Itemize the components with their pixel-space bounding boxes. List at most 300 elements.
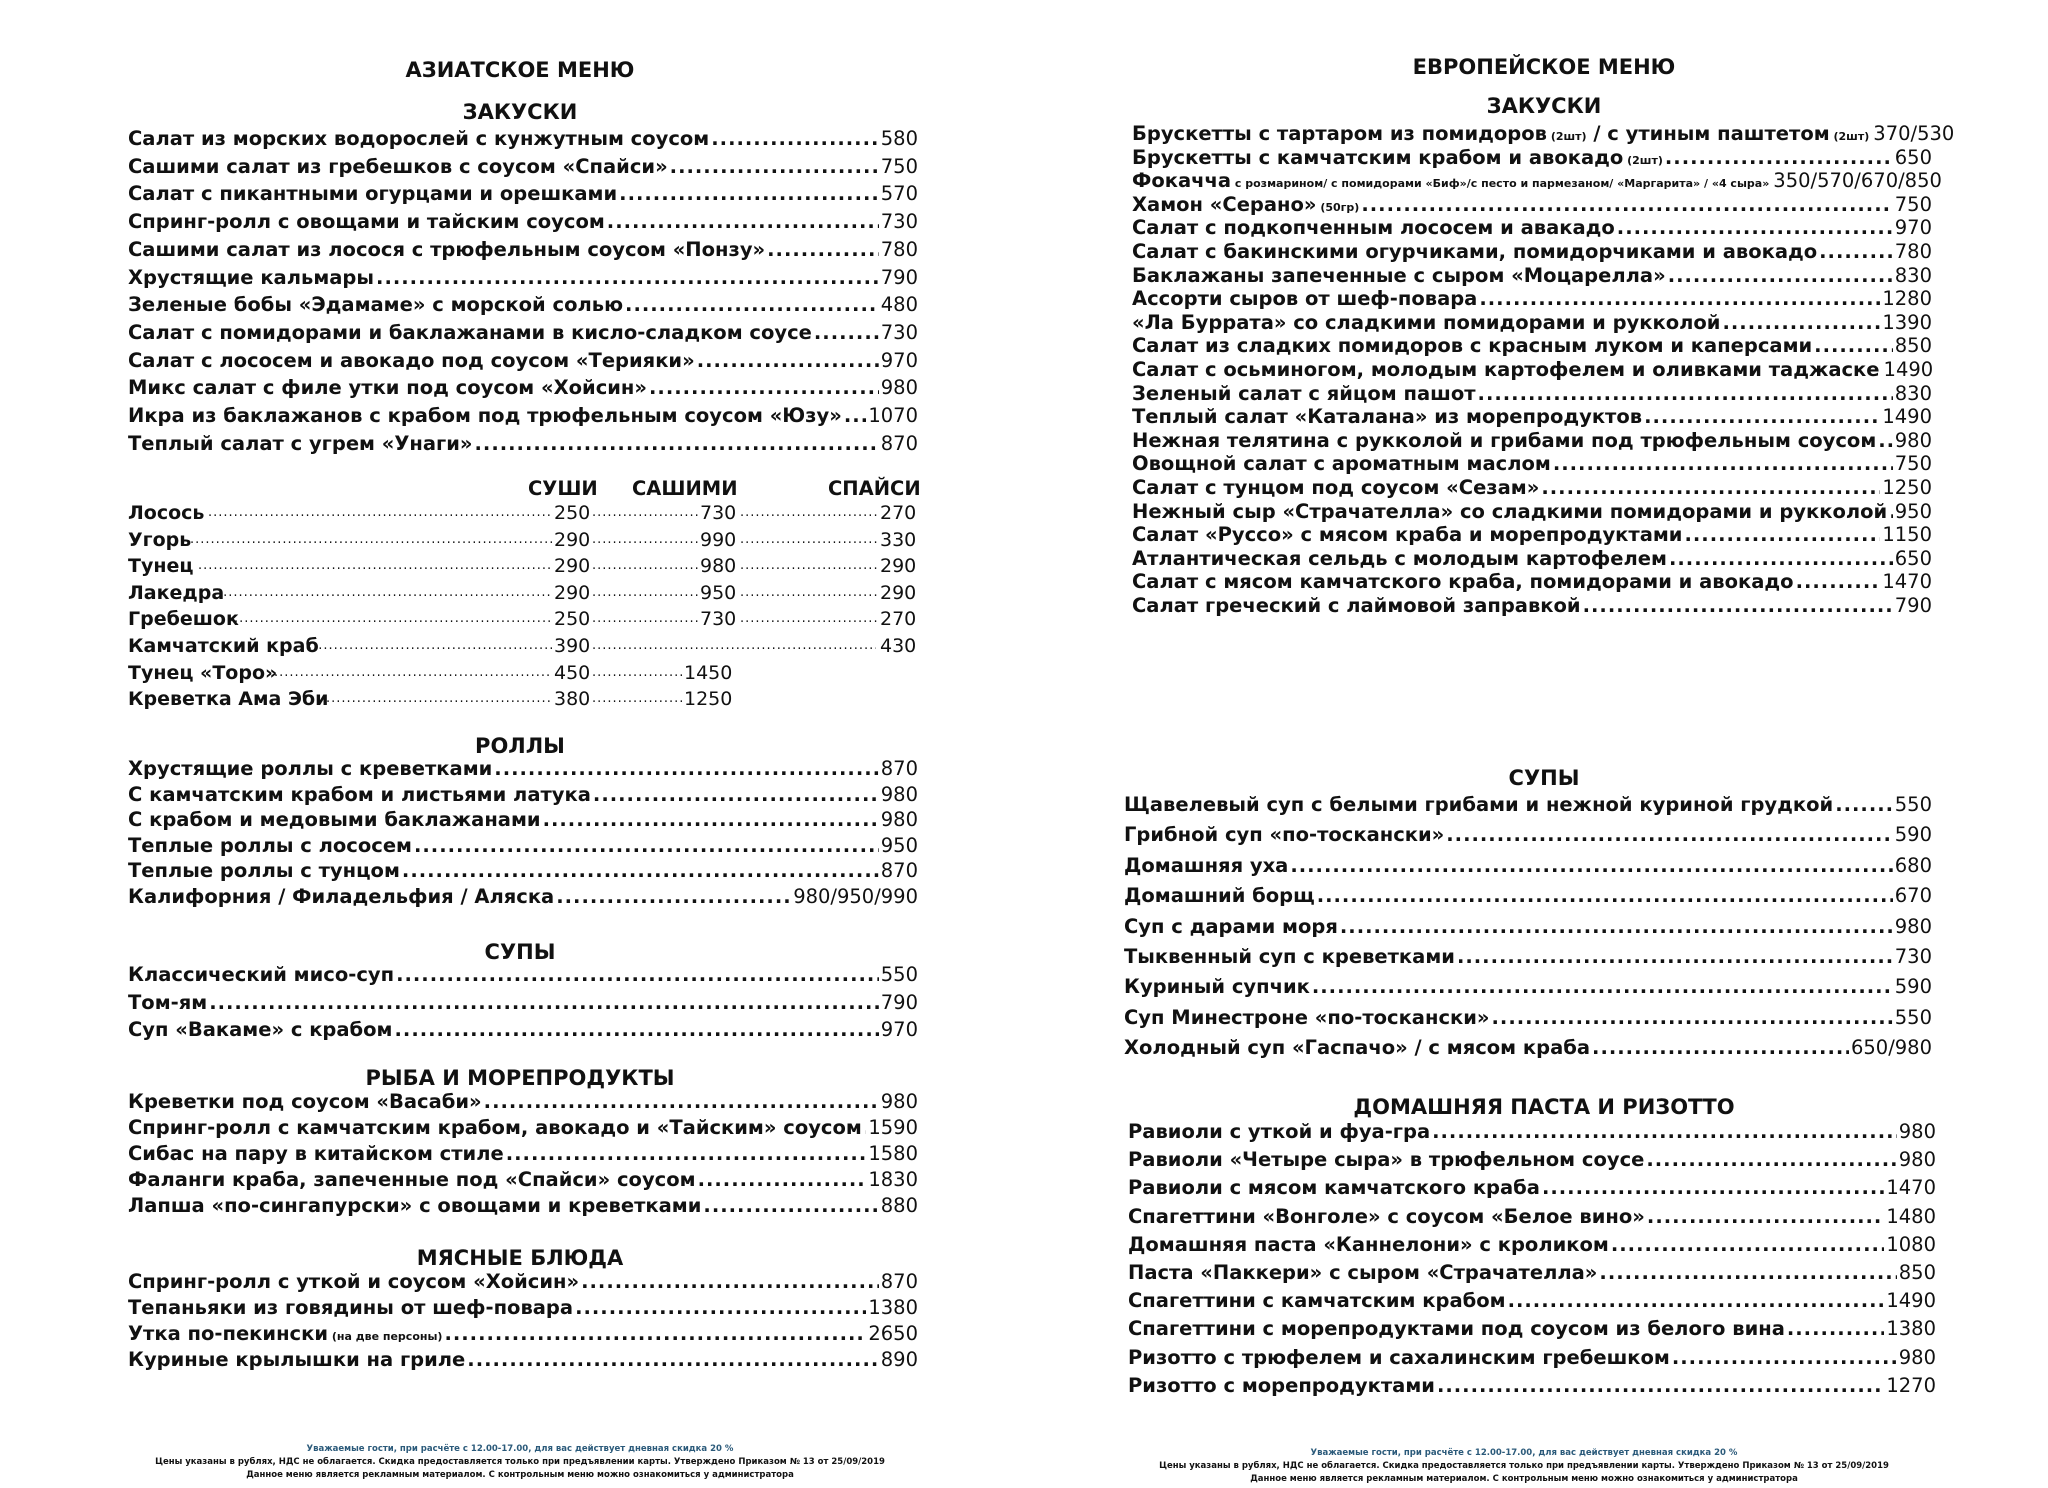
dot-leader bbox=[864, 1115, 867, 1141]
sashimi-header: САШИМИ bbox=[632, 477, 738, 500]
menu-item-name: Том-ям bbox=[128, 990, 208, 1014]
menu-item-note: с розмарином/ с помидорами «Биф»/с песто и пармезаном/ «Маргарита» / «4 сыра» bbox=[1231, 177, 1770, 191]
menu-item-price: 970 bbox=[880, 1018, 918, 1041]
menu-item-price: 980 bbox=[880, 782, 918, 806]
menu-item bbox=[128, 1269, 918, 1295]
dot-leader bbox=[1647, 1204, 1884, 1230]
menu-item-name: Салат «Руссо» с мясом краба и морепродуктами bbox=[1132, 523, 1683, 547]
menu-item-price: 730 bbox=[880, 210, 918, 234]
menu-item bbox=[128, 1167, 918, 1193]
dot-leader bbox=[1541, 475, 1880, 501]
dot-leader bbox=[506, 1141, 867, 1167]
dot-leader bbox=[1646, 1147, 1896, 1173]
dot-leader bbox=[1814, 333, 1893, 359]
menu-item-name: Фокачча с розмарином/ с помидорами «Биф»/с песто и пармезаном/ «Маргарита» / «4 сыра» bbox=[1132, 169, 1770, 193]
menu-item bbox=[1132, 428, 1932, 454]
dot-leader bbox=[1592, 1035, 1849, 1061]
menu-item bbox=[1132, 239, 1932, 265]
menu-item-note: (2шт) bbox=[1546, 130, 1587, 143]
dot-leader bbox=[1478, 381, 1893, 407]
sushi-sushi-price: 290 bbox=[554, 581, 591, 604]
menu-item-name: Салат с подкопченным лососем и авакадо bbox=[1132, 216, 1615, 240]
dot-leader bbox=[581, 1269, 879, 1295]
dot-leader bbox=[556, 884, 791, 910]
menu-item-name: Спагеттини «Вонголе» с соусом «Белое вино» bbox=[1128, 1204, 1645, 1228]
menu-item-price: 590 bbox=[1894, 975, 1932, 999]
menu-item bbox=[1132, 475, 1932, 501]
dot-leader bbox=[649, 375, 879, 401]
menu-item-name: Брускетты с тартаром из помидоров (2шт) / с утиным паштетом (2шт) bbox=[1132, 122, 1870, 145]
menu-item-name: Суп «Вакаме» с крабом bbox=[128, 1018, 393, 1041]
menu-item-name: Зеленые бобы «Эдамаме» с морской солью bbox=[128, 293, 624, 317]
menu-item bbox=[128, 348, 918, 374]
menu-item bbox=[1132, 522, 1932, 548]
menu-item-price: 980 bbox=[1898, 1345, 1936, 1369]
menu-item-name: Баклажаны запеченные с сыром «Моцарелла» bbox=[1132, 263, 1666, 287]
menu-item-name: Салат с осьминогом, молодым картофелем и оливками таджаске bbox=[1132, 358, 1880, 381]
menu-item bbox=[1124, 853, 1932, 879]
menu-item bbox=[128, 884, 918, 910]
menu-item bbox=[128, 833, 918, 859]
menu-item-price: 350/570/670/850 bbox=[1773, 169, 1942, 193]
menu-item-price: 780 bbox=[1894, 240, 1932, 263]
menu-item bbox=[1128, 1147, 1936, 1173]
menu-item-name: Ассорти сыров от шеф-повара bbox=[1132, 287, 1478, 311]
menu-item-name: Салат с бакинскими огурчиками, помидорчиками и авокадо bbox=[1132, 240, 1818, 263]
menu-item-price: 1830 bbox=[868, 1168, 918, 1191]
menu-item bbox=[128, 962, 918, 988]
menu-item bbox=[1128, 1345, 1936, 1371]
menu-item-price: 980/950/990 bbox=[793, 885, 918, 908]
sushi-header: СУШИ bbox=[528, 477, 598, 500]
menu-item-price: 1490 bbox=[1882, 405, 1932, 429]
menu-item-name: Лапша «по-сингапурски» с овощами и креветками bbox=[128, 1194, 702, 1217]
menu-item-name: Нежный сыр «Страчателла» со сладкими помидорами и рукколой bbox=[1132, 499, 1888, 523]
menu-item bbox=[1132, 263, 1932, 289]
menu-item-name: Салат из морских водорослей с кунжутным соусом bbox=[128, 127, 710, 150]
dot-leader bbox=[1611, 1232, 1885, 1258]
menu-item bbox=[128, 126, 918, 152]
menu-item bbox=[1132, 215, 1932, 241]
menu-item bbox=[1132, 569, 1932, 595]
menu-item-price: 980 bbox=[1894, 914, 1932, 938]
dot-leader bbox=[592, 660, 682, 686]
menu-item bbox=[1128, 1175, 1936, 1201]
dot-leader bbox=[396, 962, 879, 988]
sushi-row bbox=[128, 660, 918, 686]
sushi-spicy-price: 270 bbox=[880, 502, 917, 524]
dot-leader bbox=[484, 1089, 879, 1115]
sushi-item-name: Гребешок bbox=[128, 608, 239, 631]
sushi-sashimi-price: 730 bbox=[700, 608, 737, 631]
footer-advert-line: Данное меню является рекламным материалом. С контрольным меню можно ознакомиться у администратора bbox=[1250, 1474, 1798, 1484]
dot-leader bbox=[1437, 1373, 1884, 1399]
dot-leader bbox=[1644, 404, 1880, 430]
menu-item-price: 1280 bbox=[1882, 287, 1932, 311]
dot-leader bbox=[592, 500, 698, 526]
menu-item-price: 680 bbox=[1894, 853, 1932, 877]
dot-leader bbox=[208, 500, 552, 526]
footer-prices-line: Цены указаны в рублях, НДС не облагается. Скидка предоставляется только при предъявлении карты. Утверждено Приказом № 13 от 25/09/2019 bbox=[1159, 1461, 1889, 1471]
menu-item-name: Спагеттини с камчатским крабом bbox=[1128, 1289, 1506, 1313]
footer-right bbox=[1084, 1447, 1964, 1486]
dot-leader bbox=[814, 320, 879, 346]
menu-item-name: Нежная телятина с рукколой и грибами под трюфельным соусом bbox=[1132, 428, 1877, 452]
footer-advert-line: Данное меню является рекламным материалом. С контрольным меню можно ознакомиться у администратора bbox=[246, 1470, 794, 1480]
menu-item-name: Креветки под соусом «Васаби» bbox=[128, 1090, 482, 1113]
menu-item bbox=[1128, 1373, 1936, 1399]
menu-item-note: (на две персоны) bbox=[328, 1330, 443, 1343]
menu-item-name: Салат с помидорами и баклажанами в кисло-сладком соусе bbox=[128, 320, 812, 344]
menu-item bbox=[128, 1017, 918, 1043]
menu-item-price: 550 bbox=[1894, 1005, 1932, 1029]
dot-leader bbox=[395, 1017, 879, 1043]
dot-leader bbox=[475, 431, 879, 457]
asian-fish-title: РЫБА И МОРЕПРОДУКТЫ bbox=[365, 1066, 675, 1090]
menu-item bbox=[128, 1141, 918, 1167]
menu-item-price: 750 bbox=[1894, 452, 1932, 476]
menu-item-price: 1590 bbox=[868, 1116, 918, 1139]
menu-item bbox=[128, 990, 918, 1016]
menu-item bbox=[1128, 1204, 1936, 1230]
dot-leader bbox=[607, 209, 879, 235]
menu-item-price: 880 bbox=[880, 1194, 918, 1217]
dot-leader bbox=[543, 807, 879, 833]
sushi-sushi-price: 290 bbox=[554, 528, 591, 551]
menu-item bbox=[1132, 333, 1932, 359]
footer-left bbox=[80, 1443, 960, 1482]
dot-leader bbox=[593, 782, 879, 808]
menu-item-name: Калифорния / Филадельфия / Аляска bbox=[128, 885, 555, 908]
menu-item-price: 780 bbox=[880, 237, 918, 261]
sushi-spicy-price: 290 bbox=[880, 581, 917, 604]
menu-item bbox=[128, 237, 918, 263]
menu-item bbox=[1132, 546, 1932, 572]
menu-item-price: 750 bbox=[880, 154, 918, 178]
menu-item-price: 870 bbox=[880, 859, 918, 883]
sushi-row bbox=[128, 553, 918, 579]
menu-item bbox=[128, 181, 918, 207]
menu-item-name: Грибной суп «по-тоскански» bbox=[1124, 823, 1445, 847]
dot-leader bbox=[740, 527, 878, 553]
menu-item-price: 980 bbox=[1894, 428, 1932, 452]
menu-item-name: Атлантическая сельдь с молодым картофелем bbox=[1132, 546, 1667, 570]
menu-item bbox=[1124, 792, 1932, 818]
sushi-item-name: Камчатский краб bbox=[128, 635, 319, 657]
menu-item-price: 870 bbox=[880, 757, 918, 780]
menu-item-name: Салат с тунцом под соусом «Сезам» bbox=[1132, 476, 1540, 499]
menu-item bbox=[128, 320, 918, 346]
menu-item-price: 850 bbox=[1894, 334, 1932, 358]
menu-item-name: Теплый салат «Каталана» из морепродуктов bbox=[1132, 405, 1643, 429]
dot-leader bbox=[376, 265, 879, 291]
menu-item-name: Домашний борщ bbox=[1124, 884, 1315, 908]
asian-rolls-title: РОЛЛЫ bbox=[475, 734, 565, 758]
menu-item-price: 850 bbox=[1898, 1261, 1936, 1284]
dot-leader bbox=[444, 1321, 866, 1347]
menu-item bbox=[1128, 1288, 1936, 1314]
dot-leader bbox=[592, 553, 698, 579]
menu-item-name: Хамон «Серано» (50гр) bbox=[1132, 192, 1360, 216]
menu-item-price: 1580 bbox=[868, 1142, 918, 1165]
menu-item-name: Салат из сладких помидоров с красным луком и каперсами bbox=[1132, 334, 1813, 358]
menu-item-price: 790 bbox=[880, 990, 918, 1014]
dot-leader bbox=[698, 1167, 867, 1193]
menu-item-price: 970 bbox=[1894, 216, 1932, 240]
menu-item bbox=[128, 431, 918, 457]
dot-leader bbox=[619, 181, 879, 207]
menu-item-name: Сашими салат из гребешков с соусом «Спайси» bbox=[128, 154, 668, 178]
menu-item-name: Ризотто с трюфелем и сахалинским гребешком bbox=[1128, 1345, 1670, 1369]
menu-item bbox=[1124, 1005, 1932, 1031]
asian-zakuski-title: ЗАКУСКИ bbox=[462, 100, 578, 124]
sushi-sashimi-price: 730 bbox=[700, 502, 737, 524]
footer-prices-line: Цены указаны в рублях, НДС не облагается. Скидка предоставляется только при предъявлении карты. Утверждено Приказом № 13 от 25/09/2019 bbox=[155, 1457, 885, 1467]
menu-item-name: Салат с лососем и авокадо под соусом «Терияки» bbox=[128, 348, 695, 372]
sushi-sushi-price: 250 bbox=[554, 502, 591, 524]
dot-leader bbox=[467, 1347, 878, 1373]
dot-leader bbox=[1508, 1288, 1885, 1314]
menu-item bbox=[1124, 1035, 1932, 1061]
dot-leader bbox=[592, 633, 876, 659]
dot-leader bbox=[844, 403, 867, 429]
european-menu-title: ЕВРОПЕЙСКОЕ МЕНЮ bbox=[1412, 55, 1676, 79]
menu-item bbox=[128, 265, 918, 291]
menu-item-price: 830 bbox=[1894, 263, 1932, 287]
menu-item-price: 550 bbox=[880, 963, 918, 986]
menu-item bbox=[1128, 1232, 1936, 1258]
sushi-item-name: Лакедра bbox=[128, 581, 225, 604]
menu-item bbox=[128, 1321, 918, 1350]
menu-item-name: «Ла Буррата» со сладкими помидорами и рукколой bbox=[1132, 310, 1721, 334]
sushi-item-name: Креветка Ама Эби bbox=[128, 688, 329, 711]
dot-leader bbox=[740, 580, 878, 606]
dot-leader bbox=[1684, 522, 1880, 548]
menu-item-price: 970 bbox=[880, 348, 918, 372]
sushi-sashimi-price: 1450 bbox=[684, 661, 733, 684]
menu-item-price: 1270 bbox=[1886, 1373, 1936, 1397]
european-soups-title: СУПЫ bbox=[1508, 766, 1580, 790]
dot-leader bbox=[1787, 1316, 1885, 1342]
dot-leader bbox=[274, 660, 552, 686]
menu-item-price: 890 bbox=[880, 1348, 918, 1371]
menu-item bbox=[1132, 310, 1932, 336]
menu-item-name: Спринг-ролл с уткой и соусом «Хойсин» bbox=[128, 1270, 580, 1293]
dot-leader bbox=[1722, 310, 1880, 336]
menu-item-name: Домашняя паста «Каннелони» с кроликом bbox=[1128, 1232, 1609, 1256]
dot-leader bbox=[670, 154, 879, 180]
menu-item-name: Холодный суп «Гаспачо» / с мясом краба bbox=[1124, 1036, 1591, 1060]
sushi-row bbox=[128, 527, 918, 553]
menu-item-price: 730 bbox=[1894, 945, 1932, 968]
menu-item-name: С крабом и медовыми баклажанами bbox=[128, 808, 541, 832]
menu-item-price: 950 bbox=[1894, 499, 1932, 523]
menu-item-price: 980 bbox=[1898, 1148, 1936, 1172]
sushi-sushi-price: 290 bbox=[554, 555, 591, 578]
menu-item-price: 790 bbox=[880, 265, 918, 289]
dot-leader bbox=[1672, 1345, 1897, 1371]
menu-item bbox=[1132, 499, 1932, 525]
dot-leader bbox=[1432, 1119, 1897, 1145]
dot-leader bbox=[234, 606, 552, 632]
sushi-sushi-price: 390 bbox=[554, 635, 591, 657]
menu-item-name: Тыквенный суп с креветками bbox=[1124, 945, 1455, 968]
menu-item-note: (2шт) bbox=[1623, 153, 1663, 167]
menu-item-name: Салат с пикантными огурцами и орешками bbox=[128, 182, 618, 206]
spicy-header: СПАЙСИ bbox=[828, 477, 921, 500]
menu-item-price: 1390 bbox=[1882, 310, 1932, 334]
dot-leader bbox=[767, 237, 879, 263]
menu-item bbox=[1128, 1119, 1936, 1145]
menu-item bbox=[1124, 974, 1932, 1000]
menu-item bbox=[1132, 451, 1932, 477]
dot-leader bbox=[209, 990, 879, 1016]
dot-leader bbox=[1668, 263, 1893, 289]
menu-item-note: (2шт) bbox=[1829, 130, 1870, 143]
menu-item-price: 750 bbox=[1894, 192, 1932, 216]
menu-item bbox=[128, 1347, 918, 1373]
menu-item-price: 550 bbox=[1894, 793, 1932, 816]
european-zakuski-title: ЗАКУСКИ bbox=[1486, 94, 1602, 118]
sushi-item-name: Лосось bbox=[128, 502, 205, 524]
european-menu-page bbox=[1024, 0, 2048, 1488]
dot-leader bbox=[740, 606, 878, 632]
sushi-sushi-price: 450 bbox=[554, 661, 591, 684]
menu-item-name: Куриный супчик bbox=[1124, 975, 1310, 999]
dot-leader bbox=[190, 527, 552, 553]
dot-leader bbox=[1665, 145, 1893, 171]
sushi-row bbox=[128, 606, 918, 632]
menu-item-price: 650 bbox=[1894, 145, 1932, 169]
sushi-sashimi-price: 1250 bbox=[684, 688, 733, 711]
menu-item bbox=[128, 209, 918, 235]
menu-item-price: 1470 bbox=[1886, 1176, 1936, 1200]
menu-item-name: Теплые роллы с тунцом bbox=[128, 859, 400, 883]
menu-item-name: Хрустящие роллы с креветками bbox=[128, 757, 493, 780]
menu-item-price: 1080 bbox=[1886, 1232, 1936, 1256]
menu-item-price: 580 bbox=[880, 127, 918, 150]
menu-item-name: С камчатским крабом и листьями латука bbox=[128, 782, 591, 806]
menu-item bbox=[1128, 1260, 1936, 1286]
menu-item-name: Спринг-ролл с камчатским крабом, авокадо и «Тайским» соусом bbox=[128, 1116, 862, 1139]
menu-item-name: Теплые роллы с лососем bbox=[128, 833, 412, 857]
menu-item-name: Паста «Паккери» с сыром «Страчателла» bbox=[1128, 1261, 1598, 1284]
menu-item-price: 480 bbox=[880, 293, 918, 317]
dot-leader bbox=[1583, 593, 1893, 619]
dot-leader bbox=[592, 686, 682, 712]
menu-item-name: Брускетты с камчатским крабом и авокадо (2шт) bbox=[1132, 145, 1663, 169]
menu-item bbox=[128, 858, 918, 884]
sushi-sashimi-price: 990 bbox=[700, 528, 737, 551]
menu-item-name: Домашняя уха bbox=[1124, 853, 1289, 877]
menu-item bbox=[128, 154, 918, 180]
menu-item-name: Теплый салат с угрем «Унаги» bbox=[128, 431, 473, 455]
menu-item bbox=[1124, 914, 1932, 940]
menu-item-price: 980 bbox=[880, 808, 918, 832]
footer-discount-line: Уважаемые гости, при расчёте с 12.00-17.00, для вас действует дневная скидка 20 % bbox=[1310, 1448, 1738, 1458]
menu-item bbox=[1124, 944, 1932, 970]
sushi-item-name: Тунец bbox=[128, 555, 194, 578]
dot-leader bbox=[740, 553, 878, 579]
dot-leader bbox=[1457, 944, 1893, 970]
menu-item bbox=[128, 375, 918, 401]
menu-item-price: 1490 bbox=[1883, 358, 1934, 381]
menu-item-name: Фаланги краба, запеченные под «Спайси» соусом bbox=[128, 1168, 696, 1191]
dot-leader bbox=[308, 633, 552, 659]
dot-leader bbox=[1553, 451, 1893, 477]
sushi-row bbox=[128, 686, 918, 712]
dot-leader bbox=[1479, 286, 1880, 312]
asian-menu-title: АЗИАТСКОЕ МЕНЮ bbox=[405, 58, 635, 82]
sushi-sushi-price: 250 bbox=[554, 608, 591, 631]
menu-item bbox=[128, 292, 918, 318]
dot-leader bbox=[1889, 499, 1893, 525]
menu-item-price: 1380 bbox=[1886, 1317, 1936, 1341]
menu-item-note: (50гр) bbox=[1316, 200, 1360, 214]
dot-leader bbox=[697, 348, 879, 374]
menu-item-name: Зеленый салат с яйцом пашот bbox=[1132, 381, 1476, 405]
menu-item-price: 950 bbox=[880, 833, 918, 857]
sushi-sushi-price: 380 bbox=[554, 688, 591, 711]
dot-leader bbox=[1617, 215, 1893, 241]
menu-item-price: 1070 bbox=[868, 404, 918, 427]
menu-item-name: Равиоли «Четыре сыра» в трюфельном соусе bbox=[1128, 1148, 1645, 1172]
menu-item-price: 1470 bbox=[1882, 570, 1932, 594]
menu-item-price: 590 bbox=[1894, 823, 1932, 847]
dot-leader bbox=[625, 292, 879, 318]
sushi-spicy-price: 290 bbox=[880, 555, 917, 578]
menu-item bbox=[1124, 883, 1932, 909]
menu-item bbox=[128, 756, 918, 782]
menu-item bbox=[1132, 381, 1932, 407]
menu-item-name: Равиоли с уткой и фуа-гра bbox=[1128, 1120, 1431, 1143]
dot-leader bbox=[414, 833, 879, 859]
dot-leader bbox=[1669, 546, 1893, 572]
menu-item-price: 870 bbox=[880, 1270, 918, 1293]
dot-leader bbox=[218, 580, 552, 606]
dot-leader bbox=[740, 500, 878, 526]
menu-item-name: Классический мисо-суп bbox=[128, 963, 395, 986]
menu-item-price: 650/980 bbox=[1850, 1036, 1932, 1060]
menu-item-name: Утка по-пекински (на две персоны) bbox=[128, 1322, 443, 1345]
menu-item-price: 670 bbox=[1894, 884, 1932, 908]
menu-item-name: Ризотто с морепродуктами bbox=[1128, 1373, 1435, 1397]
menu-item-name: Щавелевый суп с белыми грибами и нежной куриной грудкой bbox=[1124, 793, 1834, 816]
sushi-spicy-price: 430 bbox=[880, 635, 917, 657]
dot-leader bbox=[494, 756, 878, 782]
sushi-item-name: Угорь bbox=[128, 528, 192, 551]
menu-item bbox=[128, 1295, 918, 1321]
dot-leader bbox=[1492, 1005, 1893, 1031]
menu-item-price: 980 bbox=[880, 376, 918, 400]
dot-leader bbox=[575, 1295, 866, 1321]
menu-item bbox=[1132, 286, 1932, 312]
dot-leader bbox=[1835, 792, 1893, 818]
menu-item bbox=[128, 1089, 918, 1115]
menu-item-price: 1480 bbox=[1886, 1204, 1936, 1228]
menu-item-price: 830 bbox=[1894, 381, 1932, 405]
dot-leader bbox=[592, 606, 698, 632]
sushi-sashimi-price: 980 bbox=[700, 555, 737, 578]
menu-item-name: Куриные крылышки на гриле bbox=[128, 1348, 466, 1371]
dot-leader bbox=[1340, 914, 1893, 940]
sushi-spicy-price: 270 bbox=[880, 608, 917, 631]
sushi-sashimi-price: 950 bbox=[700, 581, 737, 604]
asian-meat-title: МЯСНЫЕ БЛЮДА bbox=[416, 1246, 624, 1270]
menu-item-name: Спагеттини с морепродуктами под соусом из белого вина bbox=[1128, 1317, 1785, 1341]
menu-item-name: Равиоли с мясом камчатского краба bbox=[1128, 1176, 1540, 1200]
dot-leader bbox=[1819, 239, 1893, 265]
